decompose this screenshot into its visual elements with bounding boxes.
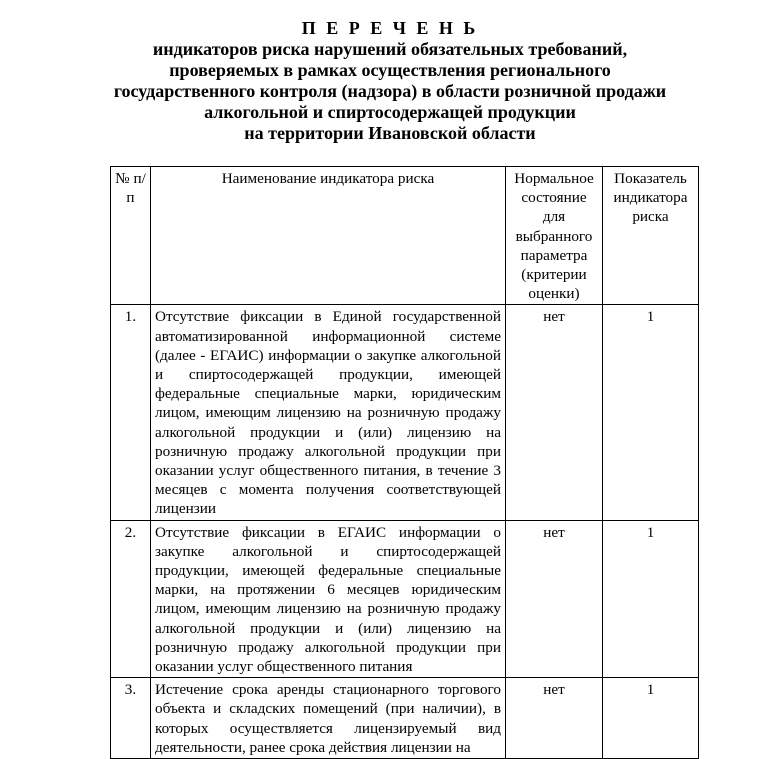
row-num: 3. (111, 678, 151, 759)
row-name: Отсутствие фиксации в Единой государственной автоматизированной информационной системе (далее - ЕГАИС) информации о закупке алкогольной и спиртосодержащей продукции, имеющей федеральные специальные марки, юридическим лицом, имеющим лицензию на розничную продажу алкогольной продукции и (или) лицензию на розничную продажу алкогольной продукции при оказании услуг общественного питания, в течение 3 месяцев с момента получения соответствующей лицензии (151, 305, 506, 520)
row-norm: нет (506, 678, 603, 759)
table-header-row (111, 167, 699, 305)
row-name: Истечение срока аренды стационарного торгового объекта и складских помещений (при наличии), в которых осуществляется лицензируемый вид деятельности, ранее срока действия лицензии на (151, 678, 506, 759)
title-line-3: государственного контроля (надзора) в области розничной продажи (113, 81, 667, 101)
risk-indicators-table (110, 166, 699, 759)
document-title: П Е Р Е Ч Е Н Ь (301, 18, 479, 38)
row-value: 1 (603, 305, 699, 520)
row-num: 1. (111, 305, 151, 520)
row-value: 1 (603, 520, 699, 678)
header-name: Наименование индикатора риска (151, 167, 506, 305)
title-line-2: проверяемых в рамках осуществления регионального (169, 60, 611, 80)
title-line-4: алкогольной и спиртосодержащей продукции (204, 102, 576, 122)
row-name: Отсутствие фиксации в ЕГАИС информации о закупке алкогольной и спиртосодержащей продукции, имеющей федеральные специальные марки, на протяжении 6 месяцев юридическим лицом, имеющим лицензию на розничную продажу алкогольной продукции и (или) лицензию на розничную продажу алкогольной продукции при оказании услуг общественного питания (151, 520, 506, 678)
header-num: № п/п (111, 167, 151, 305)
table-row (111, 678, 699, 759)
row-num: 2. (111, 520, 151, 678)
table-row (111, 305, 699, 520)
header-value: Показатель индикатора риска (603, 167, 699, 305)
row-value: 1 (603, 678, 699, 759)
title-line-1: индикаторов риска нарушений обязательных требований, (152, 39, 628, 59)
header-norm: Нормальное состояние для выбранного параметра (критерии оценки) (506, 167, 603, 305)
row-norm: нет (506, 520, 603, 678)
title-line-5: на территории Ивановской области (244, 123, 536, 143)
row-norm: нет (506, 305, 603, 520)
table-row (111, 520, 699, 678)
document-heading (0, 18, 780, 144)
